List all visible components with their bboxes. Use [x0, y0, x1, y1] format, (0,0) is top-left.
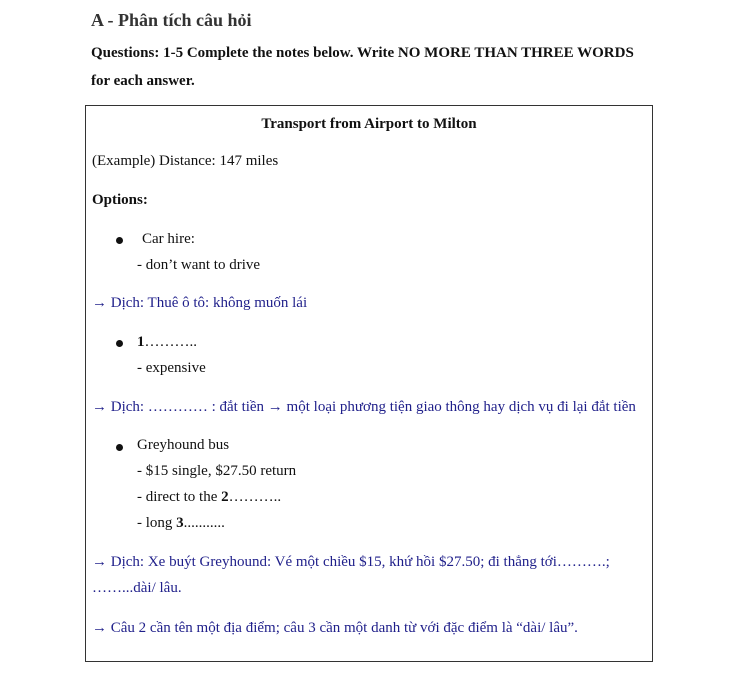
bullet-icon	[116, 237, 123, 244]
greyhound-label: Greyhound bus	[137, 437, 230, 453]
car-hire-detail: - don’t want to drive	[137, 257, 261, 273]
car-hire-label: Car hire:	[142, 231, 195, 247]
analysis-note: → Câu 2 cần tên một địa điểm; câu 3 cần một danh từ với đặc điểm là “dài/ lâu”.	[92, 620, 578, 636]
question-2-number: 2	[221, 489, 229, 505]
question-3-number: 3	[176, 515, 184, 531]
question-1-number: 1	[137, 334, 145, 350]
bullet-icon	[116, 340, 123, 347]
question-2-line	[137, 489, 281, 506]
notes-box	[85, 105, 653, 662]
car-hire-translation: → Dịch: Thuê ô tô: không muốn lái	[92, 295, 308, 311]
direct-prefix: - direct to the	[137, 489, 222, 505]
question-3-line	[137, 515, 225, 532]
question-1-line	[137, 334, 197, 351]
notes-title: Transport from Airport to Milton	[261, 116, 477, 132]
instructions: Questions: 1-5 Complete the notes below. Write NO MORE THAN THREE WORDS for each answer.	[91, 45, 634, 89]
option-1-translation: → Dịch: ………… : đắt tiền → một loại phương tiện giao thông hay dịch vụ đi lại đắt tiền	[92, 399, 636, 415]
option-1-detail: - expensive	[137, 360, 206, 376]
greyhound-translation-1: → Dịch: Xe buýt Greyhound: Vé một chiều $15, khứ hồi $27.50; đi thẳng tới……….;	[92, 554, 610, 570]
question-1-blank: ………..	[144, 334, 197, 350]
example-line: (Example) Distance: 147 miles	[92, 153, 279, 169]
question-2-blank: ………..	[228, 489, 282, 505]
section-heading: A - Phân tích câu hỏi	[91, 10, 252, 30]
question-3-blank: ...........	[183, 515, 225, 531]
long-prefix: - long	[137, 515, 177, 531]
greyhound-translation-2: ……...dài/ lâu.	[92, 580, 182, 596]
options-label: Options:	[92, 192, 148, 208]
bullet-icon	[116, 444, 123, 451]
greyhound-price: - $15 single, $27.50 return	[137, 463, 297, 479]
